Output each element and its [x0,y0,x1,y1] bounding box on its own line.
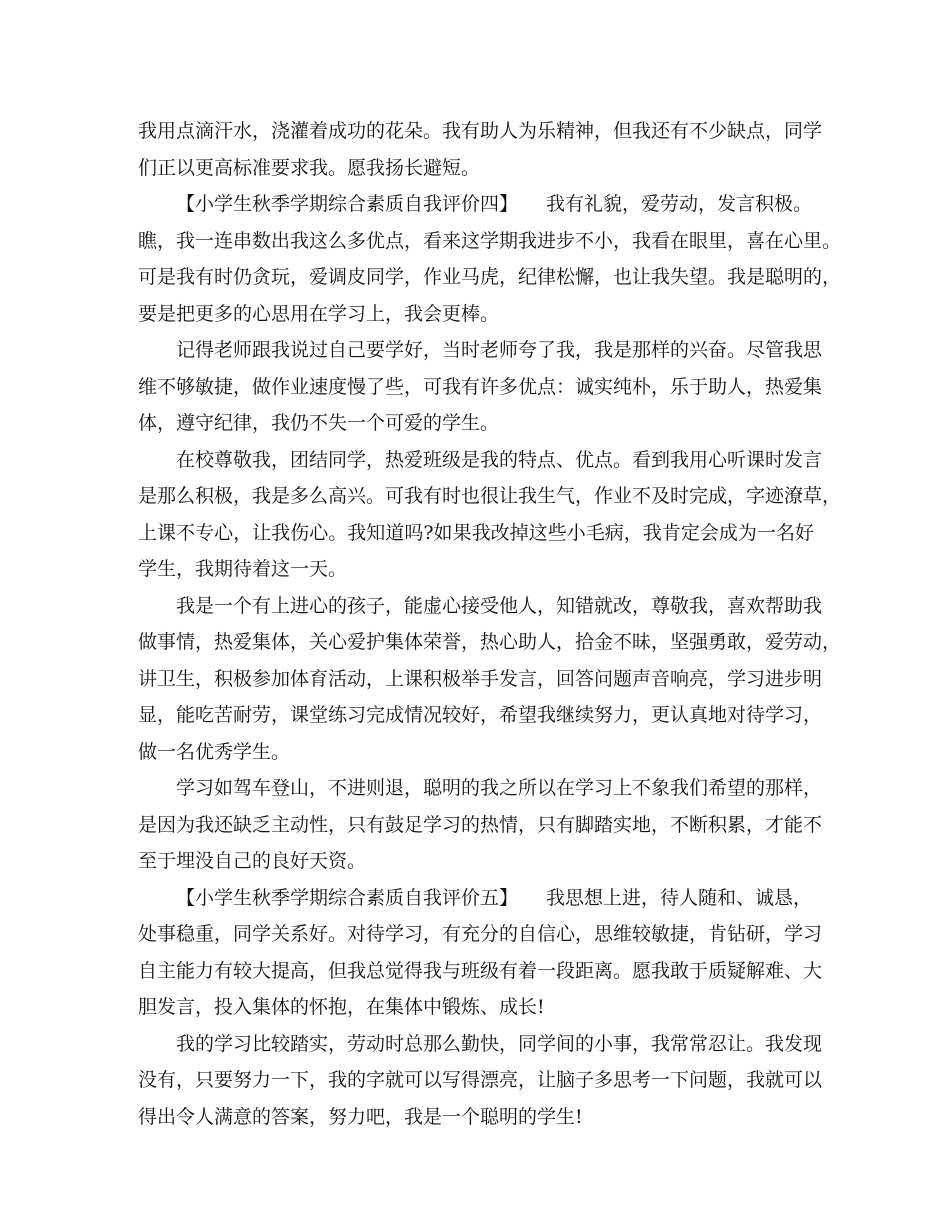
text-line: 做一名优秀学生。 [138,740,291,763]
text-line: 我是一个有上进心的孩子，能虚心接受他人，知错就改，尊敬我，喜欢帮助我 [176,594,823,617]
text-line: 体，遵守纪律，我仍不失一个可爱的学生。 [138,412,500,434]
text-line: 没有，只要努力一下，我的字就可以写得漂亮，让脑子多思考一下问题，我就可以 [138,1069,823,1091]
paragraph-3 [138,332,823,442]
text-line: 们正以更高标准要求我。愿我扬长避短。 [138,156,481,179]
paragraph-4 [138,442,842,588]
text-line: 是那么积极，我是多么高兴。可我有时也很让我生气，作业不及时完成，字迹潦草， [138,485,842,507]
text-line: 维不够敏捷，做作业速度慢了些，可我有许多优点：诚实纯朴，乐于助人，热爱集 [138,375,823,398]
text-line: 讲卫生，积极参加体育活动，上课积极举手发言，回答问题声音响亮，学习进步明 [138,667,823,690]
text-line: 学生，我期待着这一天。 [138,558,348,580]
text-line: 做事情，热爱集体，关心爱护集体荣誉，热心助人，拾金不昧，坚强勇敢，爱劳动， [138,631,842,653]
text-line-inline: 我有礼貌，爱劳动，发言积极。 [546,193,813,215]
paragraph-5 [138,588,842,771]
text-line: 上课不专心，让我伤心。我知道吗?如果我改掉这些小毛病，我肯定会成为一名好 [138,521,814,544]
text-line: 自主能力有较大提高，但我总觉得我与班级有着一段距离。愿我敢于质疑解难、大 [138,959,823,982]
text-line-inline: 我思想上进，待人随和、诚恳， [546,886,813,909]
text-line: 我的学习比较踏实，劳动时总那么勤快，同学间的小事，我常常忍让。我发现 [176,1032,823,1055]
paragraph-2 [138,186,842,332]
paragraph-1 [138,113,823,186]
text-line [138,880,814,917]
text-line: 可是我有时仍贪玩，爱调皮同学，作业马虎，纪律松懈，也让我失望。我是聪明的， [138,266,842,288]
text-line: 是因为我还缺乏主动性，只有鼓足学习的热情，只有脚踏实地，不断积累，才能不 [138,813,823,836]
text-line: 记得老师跟我说过自己要学好，当时老师夸了我，我是那样的兴奋。尽管我思 [176,339,823,361]
text-line: 瞧，我一连串数出我这么多优点，看来这学期我进步不小，我看在眼里，喜在心里。 [138,229,842,252]
section-heading-5: 【小学生秋季学期综合素质自我评价五】 [176,886,519,909]
text-line [138,186,814,223]
paragraph-8 [138,1026,823,1136]
text-line: 我用点滴汗水，浇灌着成功的花朵。我有助人为乐精神，但我还有不少缺点，同学 [138,120,823,142]
paragraph-7 [138,880,823,1026]
text-line: 得出令人满意的答案，努力吧，我是一个聪明的学生! [138,1105,583,1128]
text-line: 至于埋没自己的良好天资。 [138,850,367,872]
text-line: 显，能吃苦耐劳，课堂练习完成情况较好，希望我继续努力，更认真地对待学习， [138,704,823,726]
text-line: 处事稳重，同学关系好。对待学习，有充分的自信心，思维较敏捷，肯钻研，学习 [138,923,823,945]
text-line: 要是把更多的心思用在学习上，我会更棒。 [138,302,500,325]
text-line: 在校尊敬我，团结同学，热爱班级是我的特点、优点。看到我用心听课时发言 [176,448,823,471]
paragraph-6 [138,770,823,880]
document-body [138,113,842,1135]
text-line: 学习如驾车登山，不进则退，聪明的我之所以在学习上不象我们希望的那样， [176,777,823,799]
section-heading-4: 【小学生秋季学期综合素质自我评价四】 [176,193,519,215]
text-line: 胆发言，投入集体的怀抱，在集体中锻炼、成长! [138,996,545,1018]
